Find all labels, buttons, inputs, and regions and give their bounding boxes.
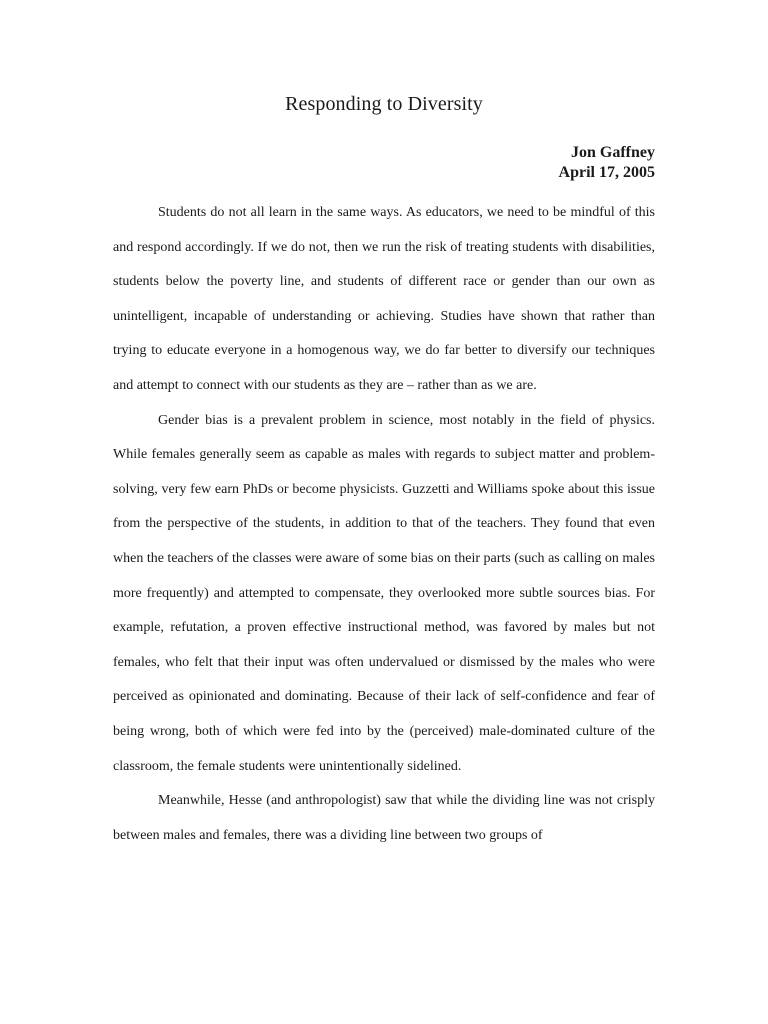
body-text — [113, 196, 655, 853]
document-date: April 17, 2005 — [558, 164, 655, 181]
author-name: Jon Gaffney — [571, 144, 655, 161]
document-title: Responding to Diversity — [285, 93, 483, 115]
paragraph: Gender bias is a prevalent problem in science, most notably in the field of physics. While females generally seem as capable as males with regards to subject matter and problem-solving, very few earn PhDs or become physicists. Guzzetti and Williams spoke about this issue from the perspective of the students, in addition to that of the teachers. They found that even when the teachers of the classes were aware of some bias on their parts (such as calling on males more frequently) and attempted to compensate, they overlooked more subtle sources bias. For example, refutation, a proven effective instructional method, was favored by males but not females, who felt that their input was often undervalued or dismissed by the males who were perceived as opinionated and dominating. Because of their lack of self-confidence and fear of being wrong, both of which were fed into by the (perceived) male-dominated culture of the classroom, the female students were unintentionally sidelined. — [113, 412, 655, 774]
byline — [559, 143, 655, 183]
paragraph: Meanwhile, Hesse (and anthropologist) saw that while the dividing line was not crisply between males and females, there was a dividing line between two groups of — [113, 793, 655, 843]
paragraph: Students do not all learn in the same ways. As educators, we need to be mindful of this and respond accordingly. If we do not, then we run the risk of treating students with disabilities, students below the poverty line, and students of different race or gender than our own as unintelligent, incapable of understanding or achieving. Studies have shown that rather than trying to educate everyone in a homogenous way, we do far better to diversify our techniques and attempt to connect with our students as they are – rather than as we are. — [113, 205, 655, 393]
